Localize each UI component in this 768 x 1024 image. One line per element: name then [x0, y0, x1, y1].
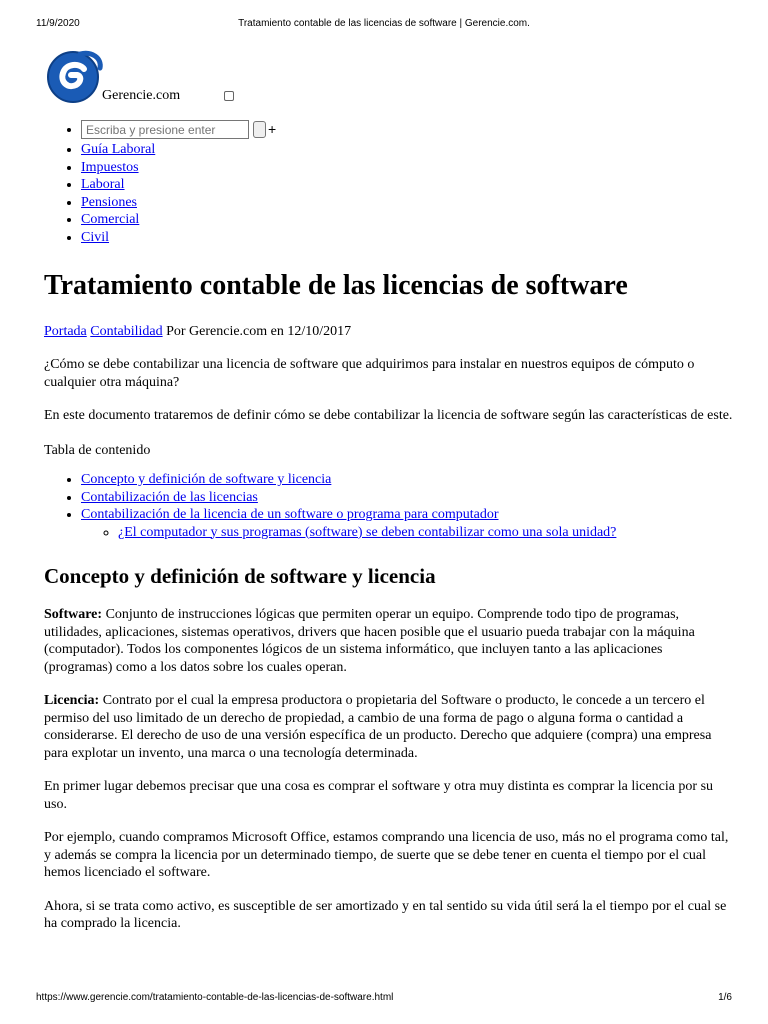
breadcrumb-portada[interactable]: Portada — [44, 324, 87, 339]
nav-item-pensiones — [81, 194, 734, 212]
toc-item — [81, 489, 734, 507]
main-nav — [44, 120, 734, 246]
toc-link-contabilizacion[interactable]: Contabilización de las licencias — [81, 489, 258, 505]
software-term: Software: — [44, 607, 103, 622]
nav-item-comercial — [81, 211, 734, 229]
toc-item — [81, 506, 734, 541]
licencia-term: Licencia: — [44, 693, 100, 708]
nav-link-pensiones[interactable]: Pensiones — [81, 194, 137, 210]
intro-paragraph-1: ¿Cómo se debe contabilizar una licencia de software que adquirimos para instalar en nuestros equipos de cómputo o cualquier otra máquina? — [44, 357, 695, 390]
table-of-contents — [44, 471, 734, 541]
nav-link-civil[interactable]: Civil — [81, 229, 110, 245]
toc-link-concepto[interactable]: Concepto y definición de software y licencia — [81, 472, 332, 487]
site-header — [44, 48, 734, 110]
search-button[interactable] — [253, 121, 266, 138]
menu-toggle-checkbox[interactable] — [224, 91, 234, 101]
search-item — [81, 120, 734, 139]
toc-subitem — [118, 524, 734, 542]
licencia-definition-text: Contrato por el cual la empresa productora o propietaria del Software o producto, le concede a un tercero el permiso del uso limitado de un derecho de propiedad, a cambio de una forma de pago o alguna forma o cantidad a considerarse. El derecho de uso de una versión específica de un producto. Derecho que adquiere (compra) una empresa para explotar un invento, una marca o una tecnología determinada. — [44, 693, 712, 761]
nav-item-impuestos — [81, 159, 734, 177]
toc-sublist — [81, 524, 734, 542]
software-definition — [44, 606, 734, 676]
toc-link-contabilizacion-licencia[interactable]: Contabilización de la licencia de un software o programa para computador — [81, 507, 499, 522]
intro-paragraph-2: En este documento trataremos de definir cómo se debe contabilizar la licencia de software según las características de este. — [44, 408, 733, 423]
body-paragraph-3: Ahora, si se trata como activo, es susceptible de ser amortizado y en tal sentido su vida útil será la el tiempo por el cual se ha comprado la licencia. — [44, 898, 727, 931]
nav-link-impuestos[interactable]: Impuestos — [81, 159, 139, 175]
page-content — [44, 48, 734, 933]
print-date: 11/9/2020 — [36, 18, 80, 29]
article-meta — [44, 324, 734, 340]
toc-link-computador-programas[interactable]: ¿El computador y sus programas (software) se deben contabilizar como una sola unidad? — [118, 524, 617, 540]
print-page-title: Tratamiento contable de las licencias de software | Gerencie.com. — [238, 18, 530, 29]
body-paragraph-1: En primer lugar debemos precisar que una cosa es comprar el software y otra muy distinta es comprar la licencia por su uso. — [44, 779, 714, 812]
licencia-definition — [44, 692, 734, 762]
nav-link-guia-laboral[interactable]: Guía Laboral — [81, 142, 156, 157]
nav-item-civil — [81, 229, 734, 247]
page-number: 1/6 — [718, 992, 732, 1003]
body-paragraph-2: Por ejemplo, cuando compramos Microsoft Office, estamos comprando una licencia de uso, más no el programa como tal, y además se compra la licencia por un determinado tiempo, de suerte que se debe tener en cuenta el tiempo por el cual hemos licenciado el software. — [44, 830, 729, 880]
nav-link-comercial[interactable]: Comercial — [81, 212, 140, 227]
gerencie-logo-icon[interactable] — [44, 48, 104, 104]
nav-item-guia-laboral — [81, 141, 734, 159]
toc-title: Tabla de contenido — [44, 442, 151, 458]
breadcrumb-contabilidad[interactable]: Contabilidad — [90, 324, 163, 339]
print-url: https://www.gerencie.com/tratamiento-contable-de-las-licencias-de-software.html — [36, 992, 394, 1003]
nav-link-laboral[interactable]: Laboral — [81, 177, 125, 192]
software-definition-text: Conjunto de instrucciones lógicas que permiten operar un equipo. Comprende todo tipo de programas, utilidades, aplicaciones, sistemas operativos, drivers que hacen posible que el usuario pueda trabajar con la máquina (computador). Todos los componentes lógicos de un sistema informático, que incluyen tanto a las aplicaciones (programas) como a los datos sobre los cuales operan. — [44, 607, 695, 675]
search-form — [81, 120, 276, 139]
section-heading: Concepto y definición de software y licencia — [44, 564, 436, 588]
article-title: Tratamiento contable de las licencias de software — [44, 270, 628, 301]
site-name[interactable]: Gerencie.com — [102, 88, 181, 103]
byline: Por Gerencie.com en 12/10/2017 — [162, 324, 352, 339]
toc-item — [81, 471, 734, 489]
search-input[interactable] — [81, 120, 249, 139]
plus-icon[interactable]: • + — [268, 120, 277, 137]
nav-item-laboral — [81, 176, 734, 194]
